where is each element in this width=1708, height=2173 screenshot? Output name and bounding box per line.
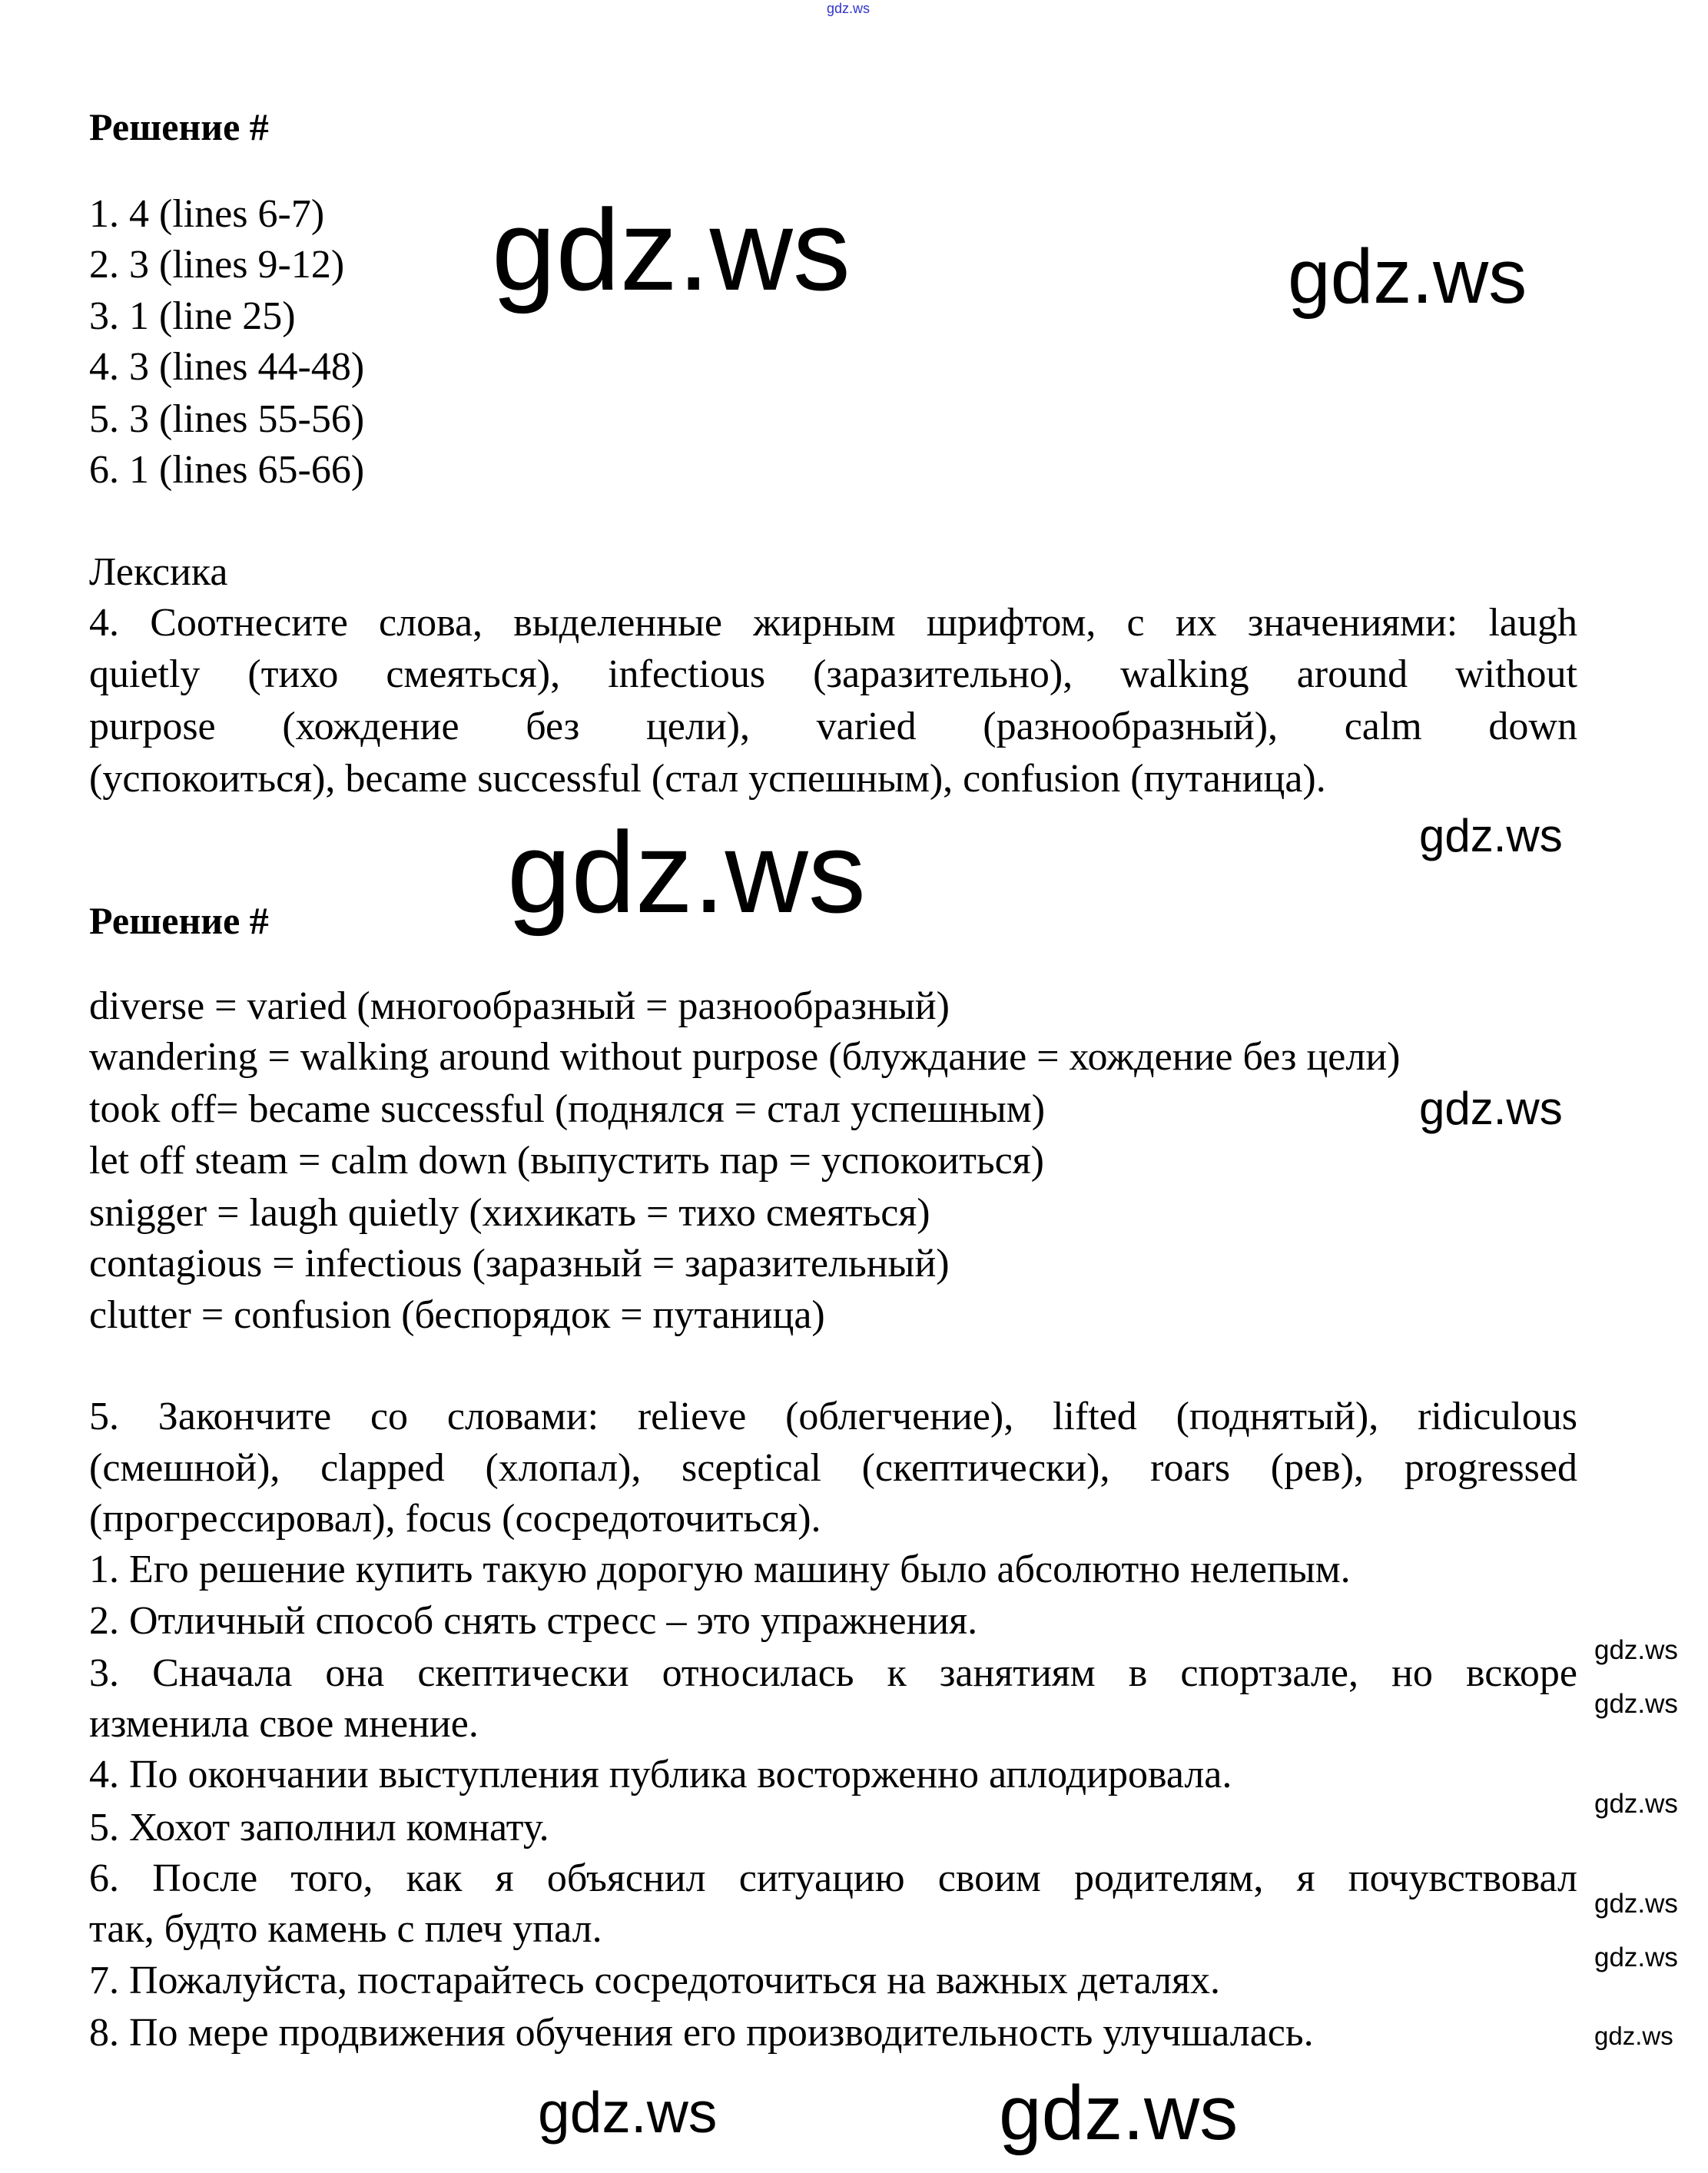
sentence-item: изменила свое мнение.: [89, 1702, 479, 1746]
watermark: gdz.ws: [507, 808, 866, 937]
synonym-pair: took off= became successful (поднялся = стал успешным): [89, 1087, 1046, 1131]
task4-line: purpose (хождение без цели), varied (разнообразный), calm down: [89, 705, 1577, 748]
watermark: gdz.ws: [538, 2080, 718, 2145]
watermark: gdz.ws: [1594, 2022, 1673, 2050]
sentence-item: 7. Пожалуйста, постарайтесь сосредоточиться на важных деталях.: [89, 1959, 1221, 2002]
sentence-item: 1. Его решение купить такую дорогую машину было абсолютно нелепым.: [89, 1548, 1351, 1591]
sentence-item: 4. По окончании выступления публика восторженно аплодировала.: [89, 1753, 1232, 1796]
synonym-pair: clutter = confusion (беспорядок = путаница): [89, 1293, 825, 1337]
synonym-pair: wandering = walking around without purpose (блуждание = хождение без цели): [89, 1035, 1401, 1079]
sentence-item: 6. После того, как я объяснил ситуацию своим родителям, я почувствовал: [89, 1856, 1577, 1900]
sentence-item: 2. Отличный способ снять стресс – это упражнения.: [89, 1599, 978, 1643]
sentence-item: так, будто камень с плеч упал.: [89, 1907, 602, 1951]
vocab-title: Лексика: [89, 550, 228, 594]
task4-line: (успокоиться), became successful (стал успешным), confusion (путаница).: [89, 757, 1326, 801]
answer-item: 5. 3 (lines 55-56): [89, 397, 365, 441]
top-watermark: gdz.ws: [827, 1, 871, 16]
synonym-pair: snigger = laugh quietly (хихикать = тихо смеяться): [89, 1191, 930, 1235]
answer-item: 6. 1 (lines 65-66): [89, 448, 365, 492]
synonym-pair: let off steam = calm down (выпустить пар = успокоиться): [89, 1139, 1044, 1183]
watermark: gdz.ws: [999, 2070, 1239, 2156]
answer-item: 1. 4 (lines 6-7): [89, 192, 325, 236]
sentence-item: 3. Сначала она скептически относилась к занятиям в спортзале, но вскоре: [89, 1651, 1577, 1695]
watermark: gdz.ws: [1594, 1689, 1678, 1719]
task5-line: 5. Закончите со словами: relieve (облегчение), lifted (поднятый), ridiculous: [89, 1395, 1577, 1438]
sentence-item: 8. По мере продвижения обучения его производительность улучшалась.: [89, 2011, 1314, 2055]
watermark: gdz.ws: [1594, 1789, 1678, 1819]
solution-heading: Решение #: [89, 899, 269, 942]
task4-line: 4. Соотнесите слова, выделенные жирным шрифтом, с их значениями: laugh: [89, 601, 1577, 645]
sentence-item: 5. Хохот заполнил комнату.: [89, 1806, 549, 1850]
watermark: gdz.ws: [1419, 1083, 1563, 1134]
answer-item: 4. 3 (lines 44-48): [89, 345, 365, 389]
answer-item: 3. 1 (line 25): [89, 294, 296, 338]
watermark: gdz.ws: [1594, 1942, 1678, 1972]
task5-line: (прогрессировал), focus (сосредоточиться).: [89, 1497, 821, 1541]
synonym-pair: diverse = varied (многообразный = разнообразный): [89, 984, 950, 1028]
watermark: gdz.ws: [492, 185, 851, 314]
watermark: gdz.ws: [1594, 1635, 1678, 1665]
task4-line: quietly (тихо смеяться), infectious (заразительно), walking around without: [89, 652, 1577, 696]
task5-line: (смешной), clapped (хлопал), sceptical (скептически), roars (рев), progressed: [89, 1446, 1577, 1490]
answer-item: 2. 3 (lines 9-12): [89, 243, 345, 287]
watermark: gdz.ws: [1288, 234, 1527, 320]
watermark: gdz.ws: [1594, 1889, 1678, 1919]
watermark: gdz.ws: [1419, 810, 1563, 861]
solution-heading: Решение #: [89, 105, 269, 148]
synonym-pair: contagious = infectious (заразный = заразительный): [89, 1242, 950, 1286]
